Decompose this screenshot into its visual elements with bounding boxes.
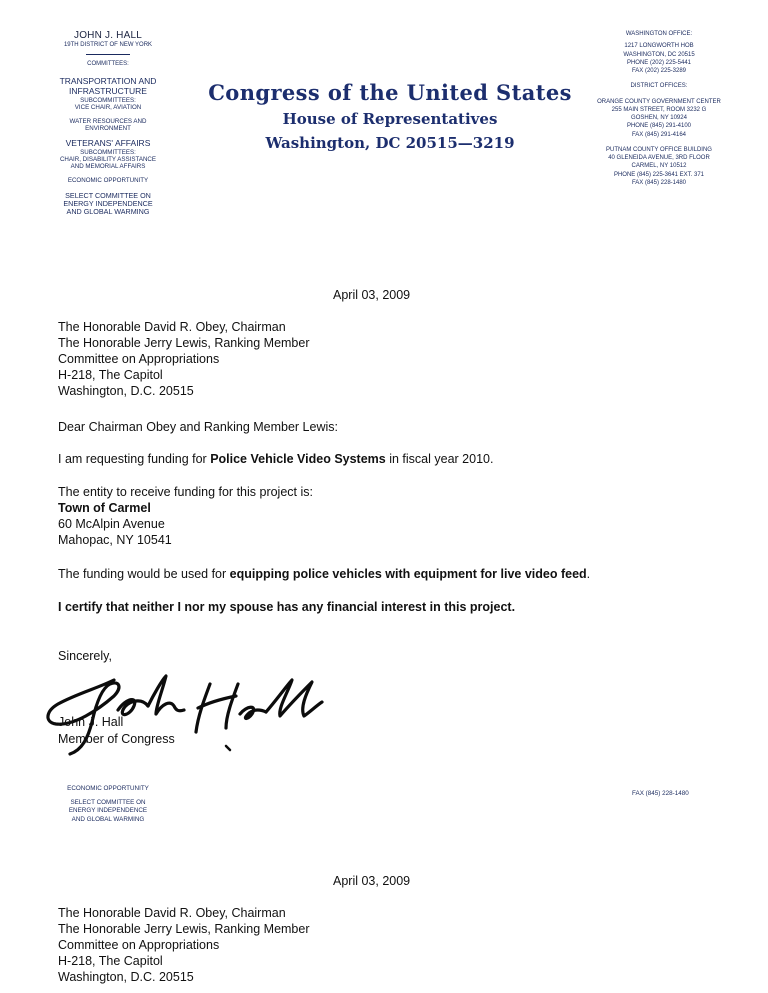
committees-heading: COMMITTEES: xyxy=(87,61,129,68)
use-purpose: equipping police vehicles with equipment for live video feed xyxy=(229,567,587,581)
project-name: Police Vehicle Video Systems xyxy=(210,452,386,466)
committee-transportation-b: INFRASTRUCTURE xyxy=(69,86,147,97)
closing: Sincerely, xyxy=(58,649,112,663)
committee-energy-c: AND GLOBAL WARMING xyxy=(66,207,150,217)
letterhead-right-column xyxy=(580,30,738,187)
repeat-fax: FAX (845) 228-1480 xyxy=(632,790,689,797)
putnam-office-line: FAX (845) 228-1480 xyxy=(631,179,687,186)
address-line: The Honorable Jerry Lewis, Ranking Member xyxy=(58,922,310,936)
letterhead-subtitle: House of Representatives xyxy=(282,110,498,128)
entity-block xyxy=(58,484,313,548)
signer-name: John J. Hall xyxy=(58,715,124,729)
divider-rule xyxy=(86,54,130,55)
use-text: The funding would be used for xyxy=(58,567,230,581)
committee-veterans: VETERANS' AFFAIRS xyxy=(65,138,151,149)
repeat-left-fragment xyxy=(48,785,168,824)
subcommittee-water-b: ENVIRONMENT xyxy=(85,125,131,133)
address-line: Committee on Appropriations xyxy=(58,938,220,952)
dc-office-line: 1217 LONGWORTH HOB xyxy=(624,43,694,50)
entity-address-line: Mahopac, NY 10541 xyxy=(58,533,172,547)
address-line: The Honorable Jerry Lewis, Ranking Member xyxy=(58,336,310,350)
entity-address-line: 60 McAlpin Avenue xyxy=(58,517,165,531)
subcommittee-aviation: VICE CHAIR, AVIATION xyxy=(74,103,142,111)
address-line: The Honorable David R. Obey, Chairman xyxy=(58,320,286,334)
repeat-date: April 03, 2009 xyxy=(333,874,411,888)
orange-office-line: PHONE (845) 291-4100 xyxy=(626,123,692,130)
subcommittee-economic: ECONOMIC OPPORTUNITY xyxy=(67,177,149,185)
repeat-line: ENERGY INDEPENDENCE xyxy=(68,807,148,815)
subcommittees-heading: SUBCOMMITTEES: xyxy=(80,96,136,104)
repeat-recipient-address xyxy=(58,905,310,985)
entity-name: Town of Carmel xyxy=(58,501,151,515)
use-paragraph xyxy=(58,566,590,582)
repeat-line: SELECT COMMITTEE ON xyxy=(70,799,146,807)
letterhead-left-column xyxy=(38,30,178,216)
address-line: Washington, D.C. 20515 xyxy=(58,384,194,398)
request-text: I am requesting funding for xyxy=(58,452,211,466)
subcommittee-disability-b: AND MEMORIAL AFFAIRS xyxy=(70,163,146,171)
dc-office-line: WASHINGTON, DC 20515 xyxy=(623,51,695,58)
letterhead-city: Washington, DC 20515—3219 xyxy=(265,134,515,152)
orange-office-line: 255 MAIN STREET, ROOM 3232 G xyxy=(611,106,707,113)
letter-date: April 03, 2009 xyxy=(333,288,411,302)
orange-office-line: GOSHEN, NY 10924 xyxy=(631,115,687,122)
address-line: Committee on Appropriations xyxy=(58,352,220,366)
repeat-line: ECONOMIC OPPORTUNITY xyxy=(67,785,149,792)
committee-energy-a: SELECT COMMITTEE ON xyxy=(65,190,151,200)
dc-office-line: FAX (202) 225-3289 xyxy=(631,68,687,75)
request-paragraph xyxy=(58,451,493,467)
subcommittees-heading-2: SUBCOMMITTEES: xyxy=(80,149,136,157)
subcommittee-water: WATER RESOURCES AND xyxy=(69,118,147,126)
letterhead-title: Congress of the United States xyxy=(208,80,572,105)
address-line: H-218, The Capitol xyxy=(58,954,163,968)
district-offices-heading: DISTRICT OFFICES: xyxy=(630,83,688,90)
use-text-end: . xyxy=(586,567,591,581)
orange-office-line: ORANGE COUNTY GOVERNMENT CENTER xyxy=(597,98,721,105)
recipient-address xyxy=(58,319,310,399)
entity-intro: The entity to receive funding for this project is: xyxy=(58,485,313,499)
certification-statement: I certify that neither I nor my spouse has any financial interest in this project. xyxy=(58,600,516,614)
dc-office-heading: WASHINGTON OFFICE: xyxy=(625,31,693,37)
putnam-office-line: 40 GLENEIDA AVENUE, 3RD FLOOR xyxy=(608,155,710,162)
request-text-end: in fiscal year 2010. xyxy=(385,452,494,466)
member-district: 19TH DISTRICT OF NEW YORK xyxy=(63,41,153,48)
subcommittee-disability: CHAIR, DISABILITY ASSISTANCE xyxy=(59,156,157,164)
signature-block xyxy=(58,714,175,748)
signer-title: Member of Congress xyxy=(58,732,175,746)
address-line: Washington, D.C. 20515 xyxy=(58,970,194,984)
member-name: JOHN J. HALL xyxy=(74,30,142,41)
putnam-office-line: PUTNAM COUNTY OFFICE BUILDING xyxy=(606,146,712,153)
orange-office-line: FAX (845) 291-4164 xyxy=(631,131,687,138)
salutation: Dear Chairman Obey and Ranking Member Lewis: xyxy=(58,420,338,434)
putnam-office-line: CARMEL, NY 10512 xyxy=(631,163,687,170)
address-line: The Honorable David R. Obey, Chairman xyxy=(58,906,286,920)
dc-office-line: PHONE (202) 225-5441 xyxy=(626,59,692,66)
repeat-line: AND GLOBAL WARMING xyxy=(71,815,145,823)
committee-transportation: TRANSPORTATION AND xyxy=(59,76,157,87)
committee-energy-b: ENERGY INDEPENDENCE xyxy=(63,198,153,208)
address-line: H-218, The Capitol xyxy=(58,368,163,382)
handwritten-signature xyxy=(40,658,340,768)
putnam-office-line: PHONE (845) 225-3641 EXT. 371 xyxy=(613,171,705,178)
